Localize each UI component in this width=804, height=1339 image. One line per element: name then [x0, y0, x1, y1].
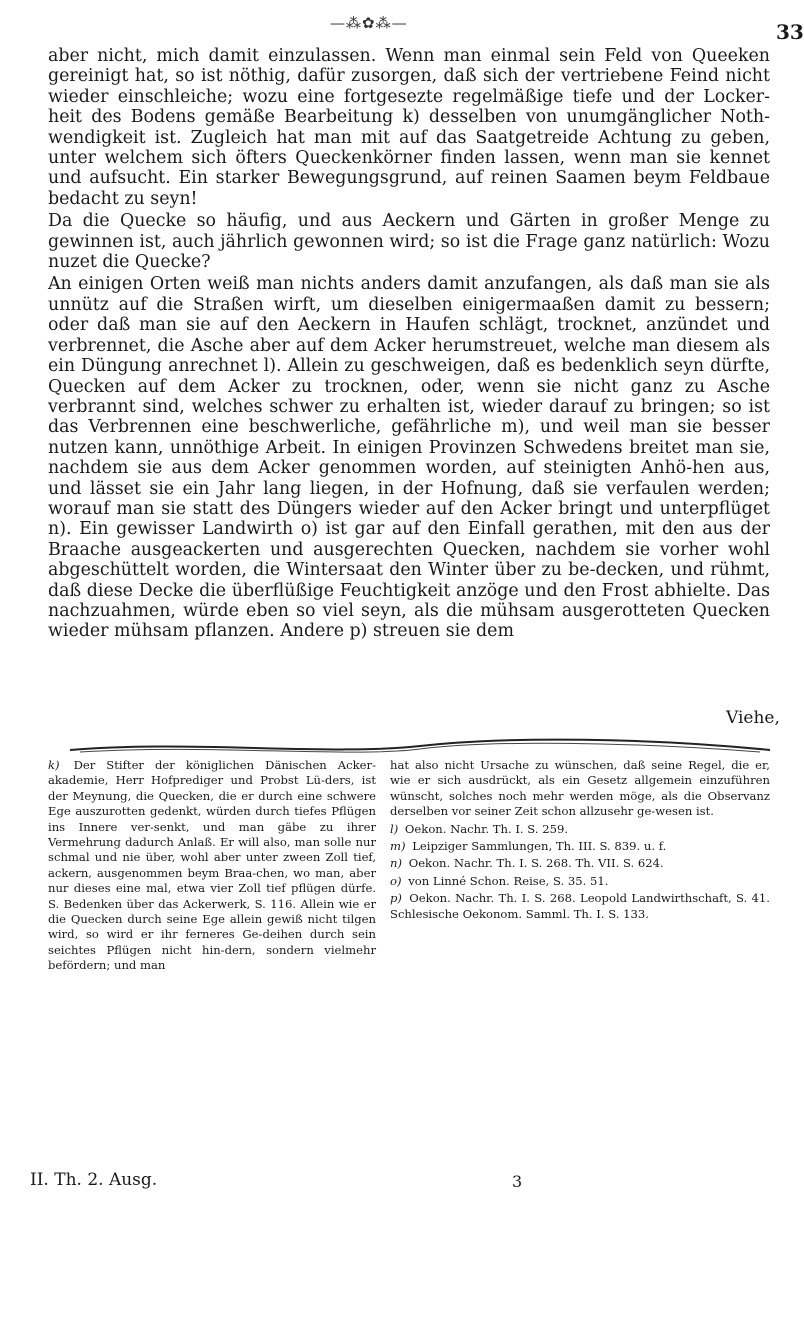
footnote-mark: p): [390, 891, 402, 906]
sheet-mark: 3: [512, 1172, 523, 1191]
paragraph: aber nicht, mich damit einzulassen. Wenn man einmal sein Feld von Queeken gereinigt hat, so ist nöthig, dafür zusorgen, daß sich der vertriebene Feind nicht wieder einschleiche; wozu eine fortgesezte regelmäßige tiefe und der Locker-heit des Bodens gemäße Bearbeitung k) desselben von unumgänglicher Noth-wendigkeit ist. Zugleich hat man mit auf das Saatgetreide Achtung zu geben, unter welchem sich öfters Queckenkörner finden lassen, wenn man sie kennet und aufsucht. Ein starker Bewegungsgrund, auf reinen Saamen beym Feldbaue bedacht zu seyn!: [48, 46, 770, 209]
footnote: [390, 839, 770, 854]
footnote-text: Oekon. Nachr. Th. I. S. 268. Th. VII. S. 624.: [408, 856, 664, 871]
footnote-text: Leipziger Sammlungen, Th. III. S. 839. u. f.: [412, 839, 667, 854]
paragraph: An einigen Orten weiß man nichts anders damit anzufangen, als daß man sie als unnütz auf die Straßen wirft, um dieselben einigermaaßen damit zu bessern; oder daß man sie auf den Aeckern in Haufen schlägt, trocknet, anzündet und verbrennet, die Asche aber auf dem Acker herumstreuet, welche man diesem als ein Düngung anrechnet l). Allein zu geschweigen, daß es bedenklich seyn dürfte, Quecken auf dem Acker zu trocknen, oder, wenn sie nicht ganz zu Asche verbrannt sind, welches schwer zu erhalten ist, wieder darauf zu bringen; so ist das Verbrennen eine beschwerliche, gefährliche m), und weil man sie besser nutzen kann, unnöthige Arbeit. In einigen Provinzen Schwedens breitet man sie, nachdem sie aus dem Acker genommen worden, auf steinigten Anhö-hen aus, und lässet sie ein Jahr lang liegen, in der Hofnung, daß sie verfaulen werden; worauf man sie statt des Düngers wieder auf den Acker bringt und unterpflüget n). Ein gewisser Landwirth o) ist gar auf den Einfall gerathen, mit den aus der Braache ausgeackerten und ausgerechten Quecken, nachdem sie vorher wohl abgeschüttelt worden, die Wintersaat den Winter über zu be-decken, und rühmt, daß diese Decke die überflüßige Feuchtigkeit anzöge und den Frost abhielte. Das nachzuahmen, würde eben so viel seyn, als die mühsam ausgerotteten Quecken wieder mühsam pflanzen. Andere p) streuen sie dem: [48, 274, 770, 642]
footnote-text: hat also nicht Ursache zu wünschen, daß seine Regel, die er, wie er sich ausdrückt, als ein Gesetz allgemein einzuführen wünscht, solches noch mehr werden möge, als die Observanz derselben vor seiner Zeit schon allzusehr ge-wesen ist.: [390, 758, 770, 819]
footnote: [390, 758, 770, 820]
main-text: [48, 46, 770, 642]
header-ornament: —⁂✿⁂—: [330, 14, 408, 32]
footnote: [48, 758, 376, 974]
paragraph: Da die Quecke so häufig, und aus Aeckern und Gärten in großer Menge zu gewinnen ist, auch jährlich gewonnen wird; so ist die Frage ganz natürlich: Wozu nuzet die Quecke?: [48, 211, 770, 273]
footnotes-left-column: [48, 758, 376, 976]
footnote-mark: l): [390, 821, 399, 836]
footnote-mark: k): [48, 758, 60, 772]
footnote-mark: m): [390, 839, 406, 854]
footnotes-right-column: [390, 758, 770, 924]
footnote-text: Oekon. Nachr. Th. I. S. 259.: [404, 821, 569, 836]
footnote-text: Der Stifter der königlichen Dänischen Acker-akademie, Herr Hofprediger und Probst Lü-ders, ist der Meynung, die Quecken, die er durch eine schwere Ege auszurotten gedenkt, würden durch tiefes Pflügen ins Innere ver-senkt, und man gäbe zu ihrer Vermehrung dadurch Anlaß. Er will also, man solle nur schmal und nie über, wohl aber unter zween Zoll tief, ackern, ausgenommen beym Braa-chen, wo man, aber nur dieses eine mal, etwa vier Zoll tief pflügen dürfe. S. Bedenken über das Ackerwerk, S. 116. Allein wie er die Quecken durch seine Ege allein gewiß nicht tilgen wird, so wird er ihr ferneres Ge-deihen durch sein seichtes Pflügen nicht hin-dern, sondern vielmehr befördern; und man: [48, 758, 376, 973]
footnote-divider: [70, 736, 770, 758]
footnote: [390, 874, 770, 889]
catchword: Viehe,: [726, 708, 780, 728]
footnote-mark: n): [390, 856, 402, 871]
footnote: [390, 856, 770, 871]
footnote-text: von Linné Schon. Reise, S. 35. 51.: [408, 873, 609, 888]
page-number: 33: [776, 20, 804, 44]
page-header: [0, 6, 804, 46]
footnote-mark: o): [390, 873, 402, 888]
footnote: [390, 822, 770, 837]
footnote: [390, 891, 770, 922]
footnote-text: Oekon. Nachr. Th. I. S. 268. Leopold Landwirthschaft, S. 41. Schlesische Oekonom. Samml. Th. I. S. 133.: [390, 891, 770, 921]
sheet-signature: II. Th. 2. Ausg.: [30, 1170, 158, 1190]
